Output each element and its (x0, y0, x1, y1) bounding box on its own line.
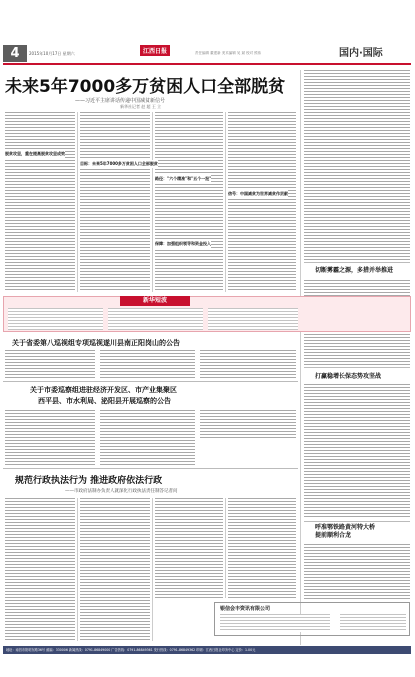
notice-2-body-3 (200, 410, 296, 440)
lead-column-3 (155, 112, 223, 292)
sidebar-headline-3: 呼准鄂铁路黄河特大桥 提前顺利合龙 (315, 524, 376, 539)
column-divider (225, 498, 226, 598)
ad-body-right (340, 614, 406, 632)
feature-column-4 (228, 498, 296, 598)
sidebar-divider (300, 70, 301, 645)
feature-headline: 规范行政执法行为 推进政府依法行政 (15, 476, 163, 486)
editor-credits: 责任编辑 董建新 美术编辑 吴 斌 校对 熊伟 (195, 51, 262, 55)
lead-subtitle-1: 脱贫攻坚，重在提高脱贫攻坚成效 (5, 151, 65, 156)
feature-column-3 (155, 498, 223, 598)
notice-2-title-line-2: 西平县、市水利局、泌阳县开展巡察的公告 (38, 396, 171, 405)
section-title: 国内·国际 (339, 48, 383, 59)
lead-column-1 (5, 112, 75, 292)
xinhua-brief-col-2 (108, 308, 203, 330)
sidebar-article-1 (304, 70, 410, 260)
header-rule (3, 63, 411, 65)
xinhua-brief-col-1 (8, 308, 103, 330)
lead-subtitle-5: 信号：中国减贫为世界减贫作贡献 (228, 191, 288, 196)
page-number: 4 (3, 45, 27, 62)
lead-headline: 未来5年7000多万贫困人口全部脱贫 (5, 77, 286, 97)
ad-body (220, 614, 330, 632)
lead-column-4 (228, 112, 296, 292)
notice-1-body-2 (100, 350, 195, 378)
sidebar-rule (304, 262, 410, 263)
column-divider (152, 112, 153, 292)
sidebar-rule (304, 367, 410, 368)
notice-rule (3, 468, 298, 469)
sidebar-rule (304, 521, 410, 522)
feature-subhead: ——市政府法制办负责人就深化行政执法责任制答记者问 (65, 489, 178, 494)
feature-column-1 (5, 498, 75, 641)
xinhua-brief-col-3 (208, 308, 298, 330)
newspaper-logo: 江西日报 (140, 45, 170, 56)
ad-title: 银信会丰资讯有限公司 (220, 606, 271, 612)
notice-1-title: 关于省委第八巡视组专项巡视遂川县南正阳岗山的公告 (12, 338, 180, 347)
lead-subtitle-4: 保障：加强组织领导和资金投入 (155, 241, 211, 246)
notice-1-body-3 (200, 350, 296, 378)
lead-byline: 新华社记者 赵 超 王 立 (120, 104, 162, 109)
issue-date: 2015年10月17日 星期六 (29, 51, 75, 56)
notice-2-body-1 (5, 410, 95, 466)
lead-subtitle-2: 目标：未来5年7000多万贫困人口全部脱贫 (80, 161, 158, 166)
column-divider (225, 112, 226, 292)
column-divider (152, 498, 153, 641)
lead-column-2 (80, 112, 150, 292)
column-divider (77, 498, 78, 641)
notice-2-body-2 (100, 410, 195, 466)
lead-subtitle-3: 路径："六个精准"和"五个一批" (155, 176, 212, 181)
notice-1-body-1 (5, 350, 95, 378)
sidebar-headline-2: 打赢稳增长保态势攻坚战 (315, 373, 382, 380)
feature-column-2 (80, 498, 150, 641)
lead-subhead: ——习近平主席讲话传递中国减贫新信号 (75, 98, 166, 104)
footer-bar: 地址：南昌市阳明东路36号 邮编：330006 新闻热线：0791-86849000 广告热线：0791-86849361 发行热线：0791-86849362 印刷：江西日报社印务中心 定价：1.00元 (3, 646, 411, 654)
sidebar-article-4 (304, 544, 410, 599)
notice-2-title-line-1: 关于市委巡察组进驻经济开发区、市产业集聚区 (30, 385, 177, 394)
sidebar-headline-1: 切断雾霾之源，多措并举推进 (315, 267, 394, 274)
xinhua-brief-tag: 新华短波 (120, 296, 190, 306)
sidebar-article-3 (304, 384, 410, 519)
column-divider (77, 112, 78, 292)
notice-rule (3, 381, 298, 382)
